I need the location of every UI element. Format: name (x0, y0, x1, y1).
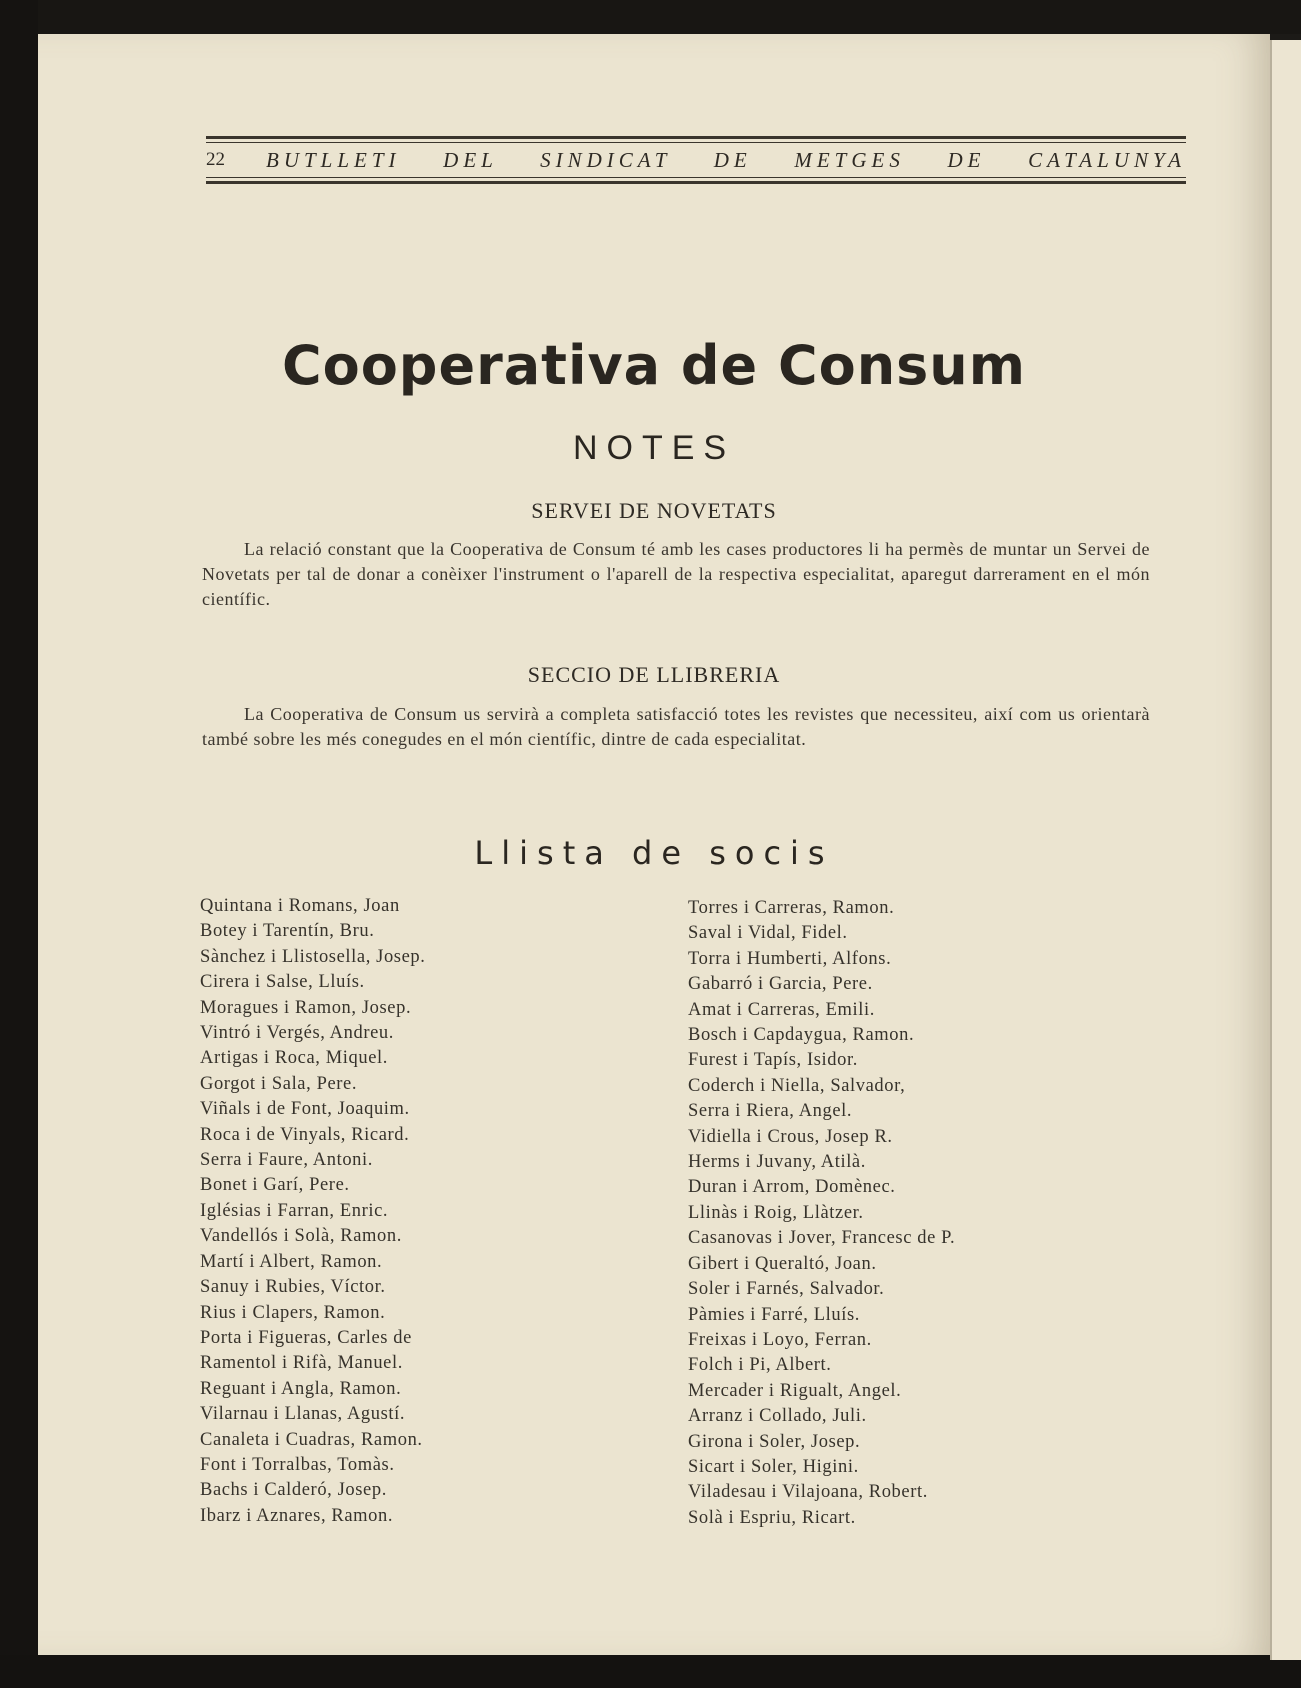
scan-background-top (0, 0, 1301, 34)
header-rule-top (206, 136, 1186, 143)
list-item: Duran i Arrom, Domènec. (688, 1177, 896, 1198)
list-item: Bachs i Calderó, Josep. (200, 1480, 387, 1501)
list-item: Bosch i Capdaygua, Ramon. (688, 1025, 915, 1046)
list-item: Saval i Vidal, Fidel. (688, 923, 848, 944)
section-heading-lliberia: SECCIO DE LLIBRERIA (527, 662, 781, 687)
list-item: Cirera i Salse, Lluís. (200, 972, 365, 993)
list-item: Serra i Riera, Angel. (688, 1101, 853, 1122)
list-item: Font i Torralbas, Tomàs. (200, 1454, 395, 1475)
list-item: Mercader i Rigualt, Angel. (688, 1380, 902, 1401)
list-item: Ibarz i Aznares, Ramon. (200, 1505, 394, 1526)
list-item: Amat i Carreras, Emili. (688, 999, 875, 1020)
section-heading-novetats: SERVEI DE NOVETATS (531, 498, 777, 523)
list-item: Sànchez i Llistosella, Josep. (200, 946, 426, 967)
list-item: Quintana i Romans, Joan (200, 896, 400, 916)
scan-background-bottom (0, 1655, 1301, 1688)
journal-title: BUTLLETI DEL SINDICAT DE METGES DE CATALUNYA (266, 147, 1186, 172)
list-item: Sicart i Soler, Higini. (688, 1456, 859, 1477)
members-list-title: Llista de socis (474, 834, 834, 872)
section-body-lliberia: La Cooperativa de Consum us servirà a completa satisfacció totes les revistes que necessiteu, així com us orientarà també sobre les més conegudes en el món científic, dintre de cada especialitat. (202, 704, 1150, 749)
list-item: Viladesau i Vilajoana, Robert. (688, 1482, 928, 1503)
list-item: Llinàs i Roig, Llàtzer. (688, 1202, 864, 1223)
list-item: Bonet i Garí, Pere. (200, 1175, 350, 1196)
list-item: Gabarró i Garcia, Pere. (688, 974, 873, 995)
list-item: Vidiella i Crous, Josep R. (688, 1126, 893, 1147)
list-item: Moragues i Ramon, Josep. (200, 997, 412, 1018)
list-item: Vilarnau i Llanas, Agustí. (200, 1404, 406, 1425)
facing-page-edge (1270, 40, 1301, 1660)
list-item: Serra i Faure, Antoni. (200, 1150, 373, 1171)
list-item: Reguant i Angla, Ramon. (200, 1378, 402, 1399)
list-item: Folch i Pi, Albert. (688, 1355, 832, 1376)
list-item: Viñals i de Font, Joaquim. (200, 1099, 410, 1120)
section-body-novetats: La relació constant que la Cooperativa de Consum té amb les cases productores li ha permès de muntar un Servei de Novetats per tal de donar a conèixer l'instrument o l'aparell de la respectiva especialitat, aparegut darrerament en el món científic. (202, 539, 1150, 609)
header-rule-bottom (206, 177, 1186, 184)
page-number: 22 (206, 149, 225, 170)
header-line (206, 143, 1186, 177)
members-list-right (688, 896, 955, 1531)
scan-background-left (0, 0, 38, 1688)
list-item: Rius i Clapers, Ramon. (200, 1302, 386, 1323)
list-item: Torres i Carreras, Ramon. (688, 898, 895, 918)
list-item: Coderch i Niella, Salvador, (688, 1075, 906, 1096)
list-item: Furest i Tapís, Isidor. (688, 1050, 858, 1071)
list-item: Roca i de Vinyals, Ricard. (200, 1124, 410, 1145)
list-item: Casanovas i Jover, Francesc de P. (688, 1228, 956, 1249)
list-item: Gorgot i Sala, Pere. (200, 1073, 358, 1094)
list-item: Sanuy i Rubies, Víctor. (200, 1277, 386, 1298)
list-item: Arranz i Collado, Juli. (688, 1406, 867, 1427)
document-page (38, 34, 1270, 1655)
list-item: Freixas i Loyo, Ferran. (688, 1329, 872, 1350)
members-list-left (200, 894, 425, 1529)
list-item: Botey i Tarentín, Bru. (200, 921, 375, 942)
list-item: Torra i Humberti, Alfons. (688, 948, 892, 969)
list-item: Iglésias i Farran, Enric. (200, 1200, 389, 1221)
list-item: Solà i Espriu, Ricart. (688, 1507, 856, 1528)
list-item: Pàmies i Farré, Lluís. (688, 1304, 860, 1325)
list-item: Girona i Soler, Josep. (688, 1431, 861, 1452)
list-item: Porta i Figueras, Carles de (200, 1327, 412, 1348)
list-item: Gibert i Queraltó, Joan. (688, 1253, 877, 1274)
list-item: Vintró i Vergés, Andreu. (200, 1023, 394, 1044)
article-subtitle: NOTES (572, 429, 736, 467)
article-title: Cooperativa de Consum (281, 334, 1027, 397)
list-item: Martí i Albert, Ramon. (200, 1251, 383, 1272)
running-head (206, 136, 1186, 184)
list-item: Canaleta i Cuadras, Ramon. (200, 1429, 423, 1450)
list-item: Ramentol i Rifà, Manuel. (200, 1353, 403, 1374)
list-item: Herms i Juvany, Atilà. (688, 1152, 866, 1173)
list-item: Vandellós i Solà, Ramon. (200, 1226, 402, 1247)
list-item: Soler i Farnés, Salvador. (688, 1279, 885, 1300)
list-item: Artigas i Roca, Miquel. (200, 1048, 388, 1069)
